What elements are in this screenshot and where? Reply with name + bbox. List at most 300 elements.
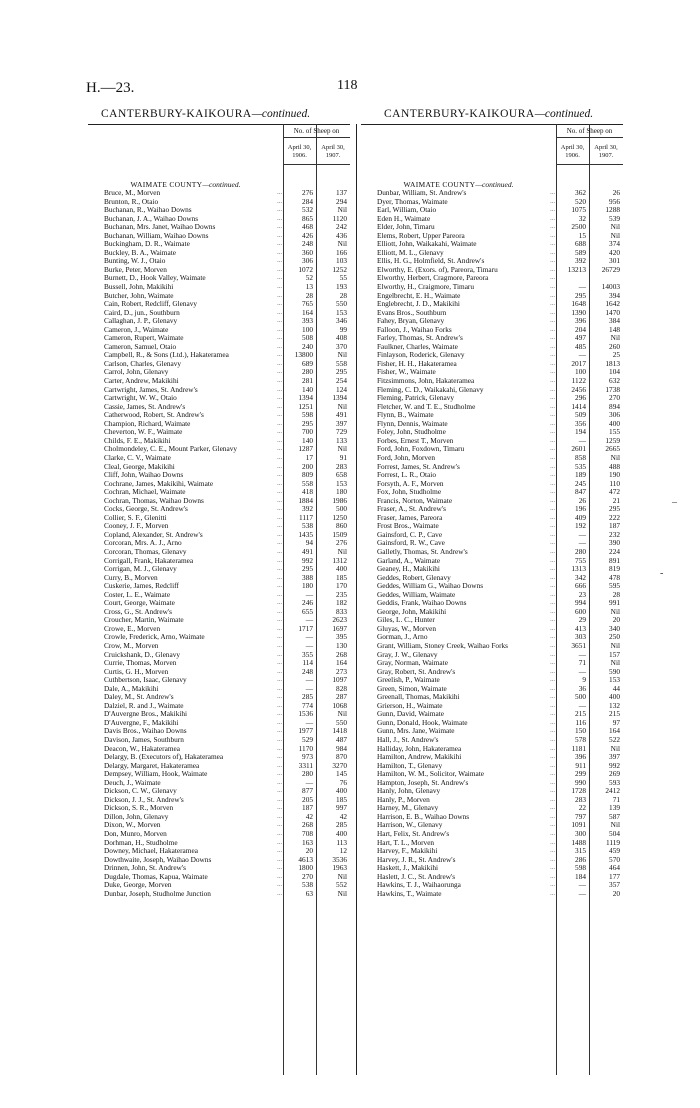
owner-name: Green, Simon, Waimate (377, 684, 447, 693)
owner-name: Gunn, Mrs. Jane, Waimate (377, 727, 455, 736)
dot-leader: ... (277, 411, 282, 419)
sheep-count-1906: — (578, 529, 586, 539)
sheep-count-1906: 299 (575, 769, 586, 779)
sheep-count-1906: 15 (578, 230, 586, 240)
owner-name: Crow, M., Morven (104, 641, 159, 650)
sheep-table-right (361, 124, 623, 1075)
sheep-count-1907: 20 (612, 888, 620, 898)
dot-leader: ... (550, 633, 555, 641)
sheep-count-1906: 666 (575, 581, 586, 591)
dot-leader: ... (550, 223, 555, 231)
sheep-count-1907: 894 (609, 401, 620, 411)
dot-leader: ... (277, 359, 282, 367)
owner-name: Dunbar, Joseph, Studholme Junction (104, 889, 211, 898)
sheep-count-1906: 877 (302, 786, 313, 796)
sheep-count-1907: 1418 (332, 726, 347, 736)
owner-name: Dickson, S. R., Morven (104, 804, 174, 813)
owner-name: Harrison, E. B., Waihao Downs (377, 812, 470, 821)
sheep-count-1907: 113 (336, 837, 347, 847)
owner-name: Geddes, Robert, Glenavy (377, 573, 451, 582)
sheep-count-1907: 1097 (332, 675, 347, 685)
sheep-count-1907: 166 (336, 247, 347, 257)
sheep-count-1906: 911 (575, 760, 586, 770)
owner-name: Grant, William, Stoney Creek, Waihao Forks (377, 641, 508, 650)
owner-name: Ford, John, Foxdown, Timaru (377, 445, 465, 454)
dot-leader: ... (277, 599, 282, 607)
dot-leader: ... (550, 308, 555, 316)
sheep-count-1906: — (578, 880, 586, 890)
sheep-count-1906: 205 (302, 794, 313, 804)
dot-leader: ... (277, 214, 282, 222)
sheep-count-1907: Nil (337, 444, 347, 454)
sheep-count-1906: 296 (575, 393, 586, 403)
owner-name: Gray, Robert, St. Andrew's (377, 667, 456, 676)
owner-name: Cochrane, James, Makikihi, Waimate (104, 479, 214, 488)
sheep-count-1907: 1642 (605, 299, 620, 309)
header-group-rule (556, 137, 623, 138)
dot-leader: ... (550, 838, 555, 846)
margin-mark: - (660, 568, 664, 579)
sheep-count-1906: 1394 (298, 393, 313, 403)
owner-name: George, John, Makikihi (377, 607, 447, 616)
sheep-count-1906: 3651 (571, 640, 586, 650)
sheep-count-1906: 284 (302, 196, 313, 206)
dot-leader: ... (550, 419, 555, 427)
dot-leader: ... (550, 522, 555, 530)
owner-name: Dale, A., Makikihi (104, 684, 159, 693)
sheep-count-1906: 280 (302, 367, 313, 377)
sheep-count-1906: 63 (305, 888, 313, 898)
dot-leader: ... (550, 573, 555, 581)
owner-name: Flynn, Dennis, Waimate (377, 419, 448, 428)
owner-name: Forrest, L. R., Otaio (377, 471, 436, 480)
sheep-count-1907: 552 (336, 880, 347, 890)
sheep-count-1906: 1313 (571, 564, 586, 574)
owner-name: Don, Munro, Morven (104, 830, 167, 839)
dot-leader: ... (277, 778, 282, 786)
owner-name: Hamilton, T., Glenavy (377, 761, 443, 770)
sheep-count-1907: 26729 (601, 264, 620, 274)
dot-leader: ... (550, 496, 555, 504)
sheep-count-1907: Nil (610, 222, 620, 232)
sheep-count-1906: 20 (305, 846, 313, 856)
header-sheep-count: No. of Sheep on (293, 127, 340, 135)
owner-name: Greelish, P., Waimate (377, 676, 440, 685)
sheep-count-1906: 497 (575, 333, 586, 343)
sheep-count-1907: 190 (609, 470, 620, 480)
sheep-count-1907: 148 (609, 324, 620, 334)
owner-name: Fisher, W., Waimate (377, 368, 436, 377)
dot-leader: ... (277, 445, 282, 453)
dot-leader: ... (550, 291, 555, 299)
dot-leader: ... (277, 479, 282, 487)
sheep-count-1907: 71 (612, 794, 620, 804)
owner-name: Forsyth, A. F., Morven (377, 479, 444, 488)
dot-leader: ... (277, 693, 282, 701)
sheep-count-1906: 150 (575, 726, 586, 736)
sheep-count-1906: 189 (575, 470, 586, 480)
owner-name: Fleming, Patrick, Glenavy (377, 394, 455, 403)
owner-name: Haskett, J., Makikihi (377, 864, 439, 873)
header-sheep-count: No. of Sheep on (566, 127, 613, 135)
sheep-count-1906: 1728 (571, 786, 586, 796)
dot-leader: ... (277, 795, 282, 803)
sheep-count-1906: 532 (302, 205, 313, 215)
owner-name: Dixon, W., Morven (104, 821, 161, 830)
dot-leader: ... (550, 325, 555, 333)
sheep-count-1907: 28 (612, 589, 620, 599)
sheep-count-1907: 658 (336, 470, 347, 480)
dot-leader: ... (277, 257, 282, 265)
section-suffix: —continued. (475, 180, 514, 189)
dot-leader: ... (277, 881, 282, 889)
owner-name: Hanly, P., Morven (377, 795, 430, 804)
sheep-count-1906: 2456 (571, 384, 586, 394)
sheep-count-1907: 1394 (332, 393, 347, 403)
sheep-count-1906: — (305, 777, 313, 787)
sheep-count-1906: 42 (305, 811, 313, 821)
sheep-count-1906: 598 (302, 410, 313, 420)
dot-leader: ... (550, 761, 555, 769)
sheep-count-1907: 250 (609, 632, 620, 642)
dot-leader: ... (550, 240, 555, 248)
owner-name: Elworthy, Herbert, Cragmore, Pareora (377, 274, 489, 283)
sheep-count-1906: 708 (302, 829, 313, 839)
dot-leader: ... (277, 787, 282, 795)
sheep-count-1906: — (578, 435, 586, 445)
sheep-count-1907: 593 (609, 777, 620, 787)
dot-leader: ... (277, 197, 282, 205)
sheep-count-1907: 283 (336, 461, 347, 471)
margin-mark: – (672, 497, 677, 508)
sheep-count-1907: 828 (336, 683, 347, 693)
sheep-count-1907: 164 (336, 658, 347, 668)
owner-name: Hamilton, Andrew, Makikihi (377, 753, 462, 762)
title-suffix: —continued. (251, 108, 311, 120)
dot-leader: ... (550, 317, 555, 325)
dot-leader: ... (550, 359, 555, 367)
owner-name: Elder, John, Timaru (377, 223, 435, 232)
sheep-count-1907: 224 (609, 546, 620, 556)
sheep-count-1906: 26 (578, 495, 586, 505)
sheep-count-1907: 104 (609, 367, 620, 377)
sheep-count-1906: 342 (575, 572, 586, 582)
sheep-count-1907: 193 (336, 282, 347, 292)
sheep-count-1907: 153 (609, 675, 620, 685)
dot-leader: ... (277, 590, 282, 598)
sheep-count-1907: 91 (339, 452, 347, 462)
owner-rows-left (88, 189, 350, 898)
sheep-count-1907: 177 (609, 871, 620, 881)
sheep-count-1907: 285 (336, 820, 347, 830)
sheep-count-1907: 992 (609, 760, 620, 770)
dot-leader: ... (277, 650, 282, 658)
title-suffix: —continued. (534, 108, 594, 120)
sheep-count-1907: 522 (609, 735, 620, 744)
dot-leader: ... (277, 547, 282, 555)
owner-name: Cruickshank, D., Glenavy (104, 650, 180, 659)
sheep-count-1907: 170 (336, 581, 347, 591)
owner-name: Ford, John, Morven (377, 453, 435, 462)
dot-leader: ... (550, 197, 555, 205)
owner-name: Dillon, John, Glenavy (104, 812, 169, 821)
section-suffix: —continued. (202, 180, 241, 189)
sheep-count-1907: 487 (336, 735, 347, 744)
sheep-count-1907: 400 (609, 418, 620, 428)
sheep-count-1906: 535 (575, 461, 586, 471)
sheep-count-1906: 9 (582, 675, 586, 685)
owner-name: Cheverton, W. F., Waimate (104, 428, 183, 437)
sheep-count-1906: 100 (575, 367, 586, 377)
owner-name: Corcoran, Mrs. A. J., Arno (104, 539, 182, 548)
dot-leader: ... (550, 248, 555, 256)
dot-leader: ... (277, 659, 282, 667)
dot-leader: ... (277, 830, 282, 838)
owner-name: Cassie, James, St. Andrew's (104, 402, 186, 411)
sheep-count-1907: 384 (609, 316, 620, 326)
sheep-count-1906: 303 (575, 632, 586, 642)
dot-leader: ... (277, 684, 282, 692)
sheep-count-1906: 285 (302, 692, 313, 702)
sheep-count-1906: 300 (575, 829, 586, 839)
dot-leader: ... (550, 505, 555, 513)
owner-name: Harrison, W., Glenavy (377, 821, 443, 830)
sheep-count-1906: 1075 (571, 205, 586, 215)
sheep-count-1906: 426 (302, 230, 313, 240)
sheep-count-1906: 468 (302, 222, 313, 232)
sheep-count-1906: 3311 (298, 760, 313, 770)
dot-leader: ... (550, 462, 555, 470)
sheep-count-1906: 2500 (571, 222, 586, 232)
sheep-count-1907: 400 (336, 564, 347, 574)
owner-name: Catherwood, Robert, St. Andrew's (104, 411, 204, 420)
owner-name: Fraser, James, Pareora (377, 513, 443, 522)
sheep-count-1906: 1181 (571, 743, 586, 753)
owner-name: Cholmondeley, C. E., Mount Parker, Glenavy (104, 445, 237, 454)
sheep-count-1907: 185 (336, 572, 347, 582)
sheep-count-1907: Nil (337, 350, 347, 360)
dot-leader: ... (550, 274, 555, 282)
sheep-count-1907: 860 (336, 521, 347, 531)
owner-name: Caird, D., jun., Southburn (104, 308, 180, 317)
owner-name: Dorhman, H., Studholme (104, 838, 178, 847)
sheep-count-1907: Nil (610, 640, 620, 650)
dot-leader: ... (550, 736, 555, 743)
dot-leader: ... (550, 342, 555, 350)
sheep-count-1907: 153 (336, 478, 347, 488)
sheep-count-1906: 509 (575, 410, 586, 420)
dot-leader: ... (550, 659, 555, 667)
sheep-count-1906: 23 (578, 589, 586, 599)
sheep-count-1907: 215 (609, 709, 620, 719)
sheep-count-1907: 464 (609, 863, 620, 873)
sheep-count-1907: Nil (337, 239, 347, 249)
sheep-count-1907: 346 (336, 316, 347, 326)
dot-leader: ... (550, 334, 555, 342)
sheep-count-1906: 360 (302, 247, 313, 257)
sheep-count-1907: 133 (336, 435, 347, 445)
dot-leader: ... (550, 778, 555, 786)
owner-name: Forbes, Ernest T., Morven (377, 436, 454, 445)
sheep-count-1907: 14003 (601, 282, 620, 292)
title-text: CANTERBURY-KAIKOURA (101, 108, 252, 120)
owner-name: Collier, S. F., Glenitti (104, 513, 167, 522)
dot-leader: ... (550, 436, 555, 444)
owner-name: Cartwright, W. W., Otaio (104, 394, 177, 403)
sheep-count-1907: 185 (336, 794, 347, 804)
owner-name: Fisher, H. H., Hakateramea (377, 359, 457, 368)
owner-name: Campbell, R., & Sons (Ltd.), Hakateramea (104, 351, 229, 360)
dot-leader: ... (277, 291, 282, 299)
owner-name: Giles, L. C., Hunter (377, 616, 435, 625)
sheep-count-1907: 587 (609, 811, 620, 821)
dot-leader: ... (550, 864, 555, 872)
owner-name: Bussell, John, Makikihi (104, 283, 174, 292)
owner-name: Crowle, Frederick, Arno, Waimate (104, 633, 205, 642)
dot-leader: ... (277, 736, 282, 743)
sheep-count-1907: 595 (609, 581, 620, 591)
sheep-count-1907: 1252 (332, 264, 347, 274)
dot-leader: ... (550, 547, 555, 555)
dot-leader: ... (550, 231, 555, 239)
sheep-count-1907: Nil (337, 888, 347, 898)
sheep-count-1906: 1717 (298, 623, 313, 633)
sheep-count-1906: 315 (575, 846, 586, 856)
owner-name: Carlson, Charles, Glenavy (104, 359, 182, 368)
owner-name: Farley, Thomas, St. Andrew's (377, 334, 463, 343)
sheep-count-1907: 991 (609, 598, 620, 608)
dot-leader: ... (550, 812, 555, 820)
owner-name: Cuskerie, James, Redcliff (104, 582, 179, 591)
sheep-count-1906: 270 (302, 871, 313, 881)
sheep-count-1906: 1435 (298, 529, 313, 539)
owner-name: Hawkins, T. J., Waihaorunga (377, 881, 461, 890)
owner-name: Greenall, Thomas, Makikihi (377, 693, 460, 702)
sheep-count-1906: 94 (305, 538, 313, 548)
dot-leader: ... (550, 847, 555, 855)
sheep-count-1906: 529 (302, 735, 313, 744)
dot-leader: ... (277, 872, 282, 880)
owner-name: Carrol, John, Glenavy (104, 368, 169, 377)
sheep-count-1906: 689 (302, 358, 313, 368)
dot-leader: ... (550, 411, 555, 419)
dot-leader: ... (550, 667, 555, 675)
sheep-count-1906: 36 (578, 683, 586, 693)
owner-name: Gainsford, C. P., Cave (377, 530, 443, 539)
sheep-count-1906: 32 (578, 213, 586, 223)
sheep-count-1907: 273 (336, 666, 347, 676)
dot-leader: ... (277, 300, 282, 308)
page-number: 118 (337, 78, 358, 93)
sheep-count-1907: 397 (336, 418, 347, 428)
dot-leader: ... (550, 402, 555, 410)
owner-name: Francis, Norton, Waimate (377, 496, 453, 505)
sheep-count-1907: 2665 (605, 444, 620, 454)
dot-leader: ... (277, 402, 282, 410)
sheep-count-1906: 196 (575, 504, 586, 514)
owner-name: Cameron, Samuel, Otaio (104, 342, 177, 351)
dot-leader: ... (277, 317, 282, 325)
sheep-count-1907: 20 (612, 615, 620, 625)
sheep-count-1906: 797 (575, 811, 586, 821)
owner-name: Croucher, Martin, Waimate (104, 616, 184, 625)
sheep-count-1907: 550 (336, 299, 347, 309)
dot-leader: ... (277, 325, 282, 333)
sheep-count-1906: 17 (305, 452, 313, 462)
owner-name: Burnett, D., Hook Valley, Waimate (104, 274, 206, 283)
sheep-count-1906: 295 (575, 290, 586, 300)
sheep-count-1907: 28 (339, 290, 347, 300)
sheep-count-1907: 558 (336, 358, 347, 368)
owner-name: Burke, Peter, Morven (104, 265, 167, 274)
sheep-count-1906: 71 (578, 658, 586, 668)
sheep-count-1906: 500 (575, 692, 586, 702)
sheep-count-1906: 520 (575, 196, 586, 206)
dot-leader: ... (277, 676, 282, 684)
sheep-count-1906: 393 (302, 316, 313, 326)
sheep-count-1907: 242 (336, 222, 347, 232)
dot-leader: ... (277, 351, 282, 359)
column-title-right (384, 108, 593, 120)
sheep-count-1907: 1288 (605, 205, 620, 215)
sheep-count-1907: 2412 (605, 786, 620, 796)
sheep-count-1906: 13800 (294, 350, 313, 360)
sheep-count-1907: 1963 (332, 863, 347, 873)
owner-name: Ellis, H. G., Holmfield, St. Andrew's (377, 257, 485, 266)
dot-leader: ... (550, 479, 555, 487)
sheep-count-1907: 268 (336, 649, 347, 659)
sheep-count-1907: 110 (609, 478, 620, 488)
sheep-count-1907: 187 (609, 521, 620, 531)
sheep-count-1906: 281 (302, 376, 313, 386)
dot-leader: ... (550, 351, 555, 359)
dot-leader: ... (550, 488, 555, 496)
dot-leader: ... (550, 650, 555, 658)
sheep-count-1907: Nil (337, 709, 347, 719)
owner-name: Finlayson, Roderick, Glenavy (377, 351, 465, 360)
sheep-count-1907: 491 (336, 410, 347, 420)
dot-leader: ... (550, 727, 555, 735)
sheep-count-1907: 270 (609, 393, 620, 403)
sheep-count-1907: 394 (609, 290, 620, 300)
sheep-count-1907: 99 (339, 324, 347, 334)
sheep-count-1907: 478 (609, 572, 620, 582)
dot-leader: ... (550, 257, 555, 265)
owner-name: Gluyas, W., Morven (377, 624, 436, 633)
sheep-count-1907: Nil (610, 333, 620, 343)
owner-name: Flynn, B., Waimate (377, 411, 434, 420)
sheep-count-1906: 1287 (298, 444, 313, 454)
owner-name: Elworthy, E. (Exors. of), Pareora, Timaru (377, 265, 498, 274)
sheep-count-1907: 55 (339, 273, 347, 283)
owner-name: Buckingham, D. R., Waimate (104, 240, 190, 249)
sheep-count-1906: 388 (302, 572, 313, 582)
header-april-1907: April 30, 1907. (594, 144, 618, 159)
sheep-count-1906: 1091 (571, 820, 586, 830)
sheep-count-1906: 246 (302, 598, 313, 608)
dot-leader: ... (277, 667, 282, 675)
owner-name: Bruce, M., Morven (104, 189, 161, 197)
dot-leader: ... (277, 223, 282, 231)
sheep-count-1907: 870 (336, 752, 347, 762)
title-text: CANTERBURY-KAIKOURA (384, 108, 535, 120)
dot-leader: ... (550, 795, 555, 803)
dot-leader: ... (277, 265, 282, 273)
owner-name: Copland, Alexander, St. Andrew's (104, 530, 203, 539)
sheep-count-1906: 362 (575, 188, 586, 197)
sheep-count-1906: — (305, 683, 313, 693)
sheep-count-1907: 397 (609, 752, 620, 762)
